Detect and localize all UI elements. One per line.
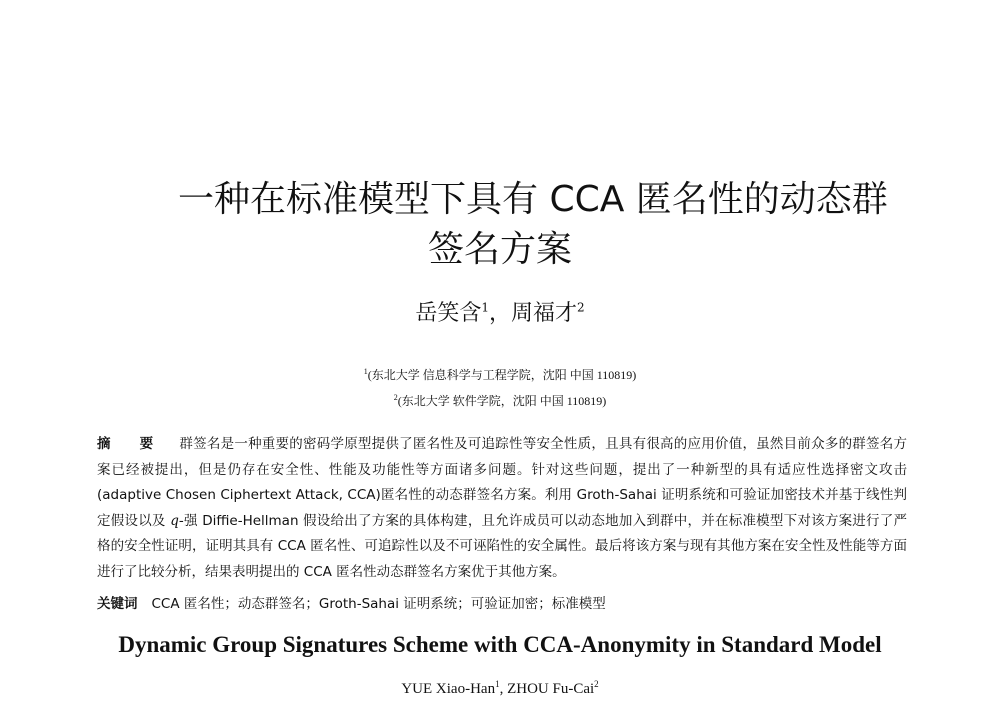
affiliation-1 (0, 366, 1000, 383)
abstract-q-variable: q (170, 512, 179, 529)
affiliation-2-mark: 2 (393, 393, 398, 402)
affiliation-1-mark: 1 (363, 367, 368, 376)
keywords-label: 关键词 (97, 596, 138, 612)
chinese-authors (0, 296, 1000, 327)
abstract (97, 432, 907, 586)
english-authors (0, 679, 1000, 698)
keywords (97, 592, 907, 612)
english-title: Dynamic Group Signatures Scheme with CCA-Anonymity in Standard Model (118, 632, 882, 657)
author-1-cn: 岳笑含 (415, 301, 482, 326)
author-1-affiliation-mark: 1 (481, 300, 489, 315)
chinese-title-line-2: 签名方案 (427, 229, 572, 270)
abstract-text-part-1: 群签名是一种重要的密码学原型提供了匿名性及可追踪性等安全性质，且具有很高的应用价值，虽然目前众多的群签名方案已经被提出，但是仍存在安全性、性能及功能性等方面诸多问题。针对这些问题，提出了一种新型的具有适应性选择密文攻击(adaptive Chosen Ciphertext Attack, CCA)匿名性的动态群签名方案。利用 Groth-Sahai 证明系统和可验证加密技术并基于线性判定假设以及 (97, 436, 908, 529)
abstract-text-part-2: -强 Diffie-Hellman 假设给出了方案的具体构建，且允许成员可以动态地加入到群中，并在标准模型下对该方案进行了严格的安全性证明，证明其具有 CCA 匿名性、可追踪性以及不可诬陷性的安全属性。最后将该方案与现有其他方案在安全性及性能等方面进行了比较分析，结果表明提出的 CCA 匿名性动态群签名方案优于其他方案。 (97, 512, 907, 580)
author-2-affiliation-mark: 2 (577, 300, 585, 315)
author-separator: ， (488, 301, 511, 326)
author-en-separator: , (499, 681, 508, 697)
author-1-en-affiliation-mark: 1 (495, 679, 500, 689)
author-1-en: YUE Xiao-Han (401, 681, 496, 697)
author-2-en: ZHOU Fu-Cai (507, 681, 595, 697)
author-2-cn: 周福才 (511, 301, 578, 326)
keywords-text: CCA 匿名性；动态群签名；Groth-Sahai 证明系统；可验证加密；标准模型 (151, 596, 606, 612)
abstract-label: 摘 要 (97, 436, 166, 452)
chinese-title-line-1: 一种在标准模型下具有 CCA 匿名性的动态群 (178, 179, 888, 220)
affiliation-1-text: (东北大学 信息科学与工程学院，沈阳 中国 110819) (367, 368, 637, 382)
author-2-en-affiliation-mark: 2 (594, 679, 599, 689)
affiliation-2-text: (东北大学 软件学院，沈阳 中国 110819) (397, 394, 607, 408)
affiliation-2 (0, 392, 1000, 409)
